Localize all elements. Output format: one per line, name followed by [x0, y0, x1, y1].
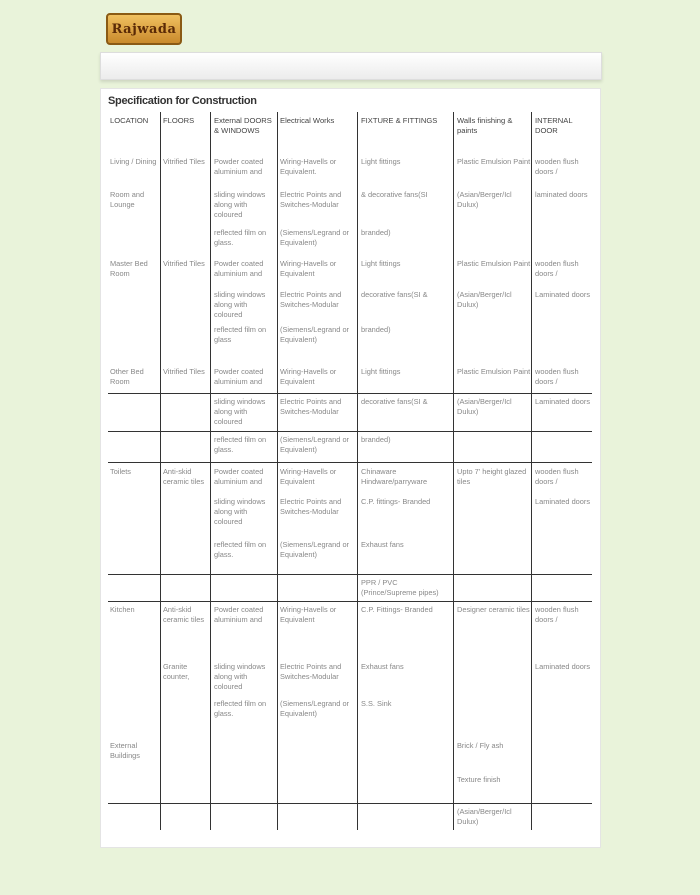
page-title: Specification for Construction	[108, 95, 257, 107]
cell-toilets-location: Toilets	[110, 467, 131, 476]
cell-toilets-internal-door: wooden flush doors /	[535, 467, 579, 487]
row-divider	[108, 803, 592, 804]
cell-other-bed-2-electrical: Electric Points and Switches-Modular	[280, 397, 342, 417]
cell-toilets-floors: Anti-skid ceramic tiles	[163, 467, 205, 487]
cell-other-bed-walls: Plastic Emulsion Paint	[457, 367, 531, 376]
cell-master-bed-2-electrical: Electric Points and Switches-Modular	[280, 290, 342, 310]
cell-toilets-walls: Upto 7' height glazed tiles	[457, 467, 527, 487]
cell-toilets-3-ext-doors-windows: reflected film on glass.	[214, 540, 267, 560]
cell-master-bed-2-ext-doors-windows: sliding windows along with coloured	[214, 290, 266, 320]
column-divider	[531, 112, 532, 830]
cell-living-cont-ext-doors-windows: reflected film on glass.	[214, 228, 267, 248]
cell-kitchen-walls: Designer ceramic tiles	[457, 605, 530, 614]
header-internal-door: INTERNAL DOOR	[535, 116, 573, 136]
cell-master-bed-3-ext-doors-windows: reflected film on glass	[214, 325, 267, 345]
column-divider	[160, 112, 161, 830]
cell-external-buildings-location: External Buildings	[110, 741, 140, 761]
cell-other-bed-2-walls: (Asian/Berger/Icl Dulux)	[457, 397, 512, 417]
rajwada-logo[interactable]	[106, 13, 182, 45]
cell-master-bed-fixtures: Light fittings	[361, 259, 401, 268]
cell-toilets-4-fixtures: PPR / PVC (Prince/Supreme pipes)	[361, 578, 439, 598]
column-divider	[453, 112, 454, 830]
cell-kitchen-2-floors: Granite counter,	[163, 662, 190, 682]
cell-room-lounge-ext-doors-windows: sliding windows along with coloured	[214, 190, 266, 220]
row-divider	[108, 462, 592, 463]
cell-kitchen-3-fixtures: S.S. Sink	[361, 699, 392, 708]
cell-kitchen-3-electrical: (Siemens/Legrand or Equivalent)	[280, 699, 350, 719]
logo-text: Rajwada	[111, 21, 177, 37]
cell-master-bed-walls: Plastic Emulsion Paint	[457, 259, 531, 268]
cell-external-3-walls: (Asian/Berger/Icl Dulux)	[457, 807, 512, 827]
cell-other-bed-fixtures: Light fittings	[361, 367, 401, 376]
cell-kitchen-ext-doors-windows: Powder coated aluminium and	[214, 605, 264, 625]
header-ext-doors-windows: External DOORS & WINDOWS	[214, 116, 272, 136]
cell-kitchen-2-ext-doors-windows: sliding windows along with coloured	[214, 662, 266, 692]
header-walls: Walls finishing & paints	[457, 116, 513, 136]
row-divider	[108, 431, 592, 432]
cell-external-buildings-walls: Brick / Fly ash	[457, 741, 504, 750]
cell-other-bed-2-internal-door: Laminated doors	[535, 397, 591, 406]
cell-toilets-ext-doors-windows: Powder coated aluminium and	[214, 467, 264, 487]
cell-master-bed-3-electrical: (Siemens/Legrand or Equivalent)	[280, 325, 350, 345]
column-divider	[277, 112, 278, 830]
cell-living-cont-fixtures: branded)	[361, 228, 391, 237]
cell-master-bed-3-fixtures: branded)	[361, 325, 391, 334]
cell-living-dining-electrical: Wiring-Havells or Equivalent.	[280, 157, 337, 177]
cell-kitchen-location: Kitchen	[110, 605, 135, 614]
cell-living-dining-internal-door: wooden flush doors /	[535, 157, 579, 177]
cell-other-bed-2-ext-doors-windows: sliding windows along with coloured	[214, 397, 266, 427]
cell-kitchen-2-internal-door: Laminated doors	[535, 662, 591, 671]
cell-living-dining-fixtures: Light fittings	[361, 157, 401, 166]
cell-living-dining-location: Living / Dining	[110, 157, 157, 166]
cell-kitchen-fixtures: C.P. Fittings- Branded	[361, 605, 433, 614]
nav-bar	[100, 52, 602, 80]
cell-kitchen-internal-door: wooden flush doors /	[535, 605, 579, 625]
cell-room-lounge-walls: (Asian/Berger/Icl Dulux)	[457, 190, 512, 210]
header-location: LOCATION	[110, 116, 149, 125]
cell-room-lounge-location: Room and Lounge	[110, 190, 145, 210]
cell-master-bed-2-internal-door: Laminated doors	[535, 290, 591, 299]
cell-living-dining-floors: Vitrified Tiles	[163, 157, 205, 166]
cell-kitchen-2-electrical: Electric Points and Switches-Modular	[280, 662, 342, 682]
header-electrical: Electrical Works	[280, 116, 335, 125]
column-divider	[210, 112, 211, 830]
cell-kitchen-floors: Anti-skid ceramic tiles	[163, 605, 205, 625]
cell-kitchen-2-fixtures: Exhaust fans	[361, 662, 404, 671]
cell-other-bed-3-fixtures: branded)	[361, 435, 391, 444]
cell-master-bed-electrical: Wiring-Havells or Equivalent	[280, 259, 337, 279]
cell-other-bed-ext-doors-windows: Powder coated aluminium and	[214, 367, 264, 387]
cell-kitchen-electrical: Wiring-Havells or Equivalent	[280, 605, 337, 625]
cell-other-bed-internal-door: wooden flush doors /	[535, 367, 579, 387]
cell-toilets-3-fixtures: Exhaust fans	[361, 540, 404, 549]
cell-other-bed-3-electrical: (Siemens/Legrand or Equivalent)	[280, 435, 350, 455]
cell-master-bed-floors: Vitrified Tiles	[163, 259, 205, 268]
cell-toilets-electrical: Wiring-Havells or Equivalent	[280, 467, 337, 487]
cell-master-bed-2-walls: (Asian/Berger/Icl Dulux)	[457, 290, 512, 310]
cell-toilets-2-ext-doors-windows: sliding windows along with coloured	[214, 497, 266, 527]
cell-other-bed-location: Other Bed Room	[110, 367, 144, 387]
cell-master-bed-2-fixtures: decorative fans(SI &	[361, 290, 428, 299]
cell-master-bed-internal-door: wooden flush doors /	[535, 259, 579, 279]
cell-living-dining-ext-doors-windows: Powder coated aluminium and	[214, 157, 264, 177]
cell-external-2-walls: Texture finish	[457, 775, 501, 784]
cell-toilets-2-fixtures: C.P. fittings- Branded	[361, 497, 431, 506]
cell-other-bed-2-fixtures: decorative fans(SI &	[361, 397, 428, 406]
cell-toilets-fixtures: Chinaware Hindware/parryware	[361, 467, 428, 487]
header-fixtures: FIXTURE & FITTINGS	[361, 116, 438, 125]
cell-room-lounge-internal-door: laminated doors	[535, 190, 588, 199]
column-divider	[357, 112, 358, 830]
header-floors: FLOORS	[163, 116, 195, 125]
cell-living-dining-walls: Plastic Emulsion Paint	[457, 157, 531, 166]
row-divider	[108, 574, 592, 575]
row-divider	[108, 393, 592, 394]
cell-toilets-3-electrical: (Siemens/Legrand or Equivalent)	[280, 540, 350, 560]
cell-other-bed-3-ext-doors-windows: reflected film on glass.	[214, 435, 267, 455]
cell-room-lounge-electrical: Electric Points and Switches-Modular	[280, 190, 342, 210]
cell-living-cont-electrical: (Siemens/Legrand or Equivalent)	[280, 228, 350, 248]
row-divider	[108, 601, 592, 602]
cell-master-bed-ext-doors-windows: Powder coated aluminium and	[214, 259, 264, 279]
cell-toilets-2-electrical: Electric Points and Switches-Modular	[280, 497, 342, 517]
cell-toilets-2-internal-door: Laminated doors	[535, 497, 591, 506]
cell-other-bed-electrical: Wiring-Havells or Equivalent	[280, 367, 337, 387]
cell-room-lounge-fixtures: & decorative fans(SI	[361, 190, 428, 199]
cell-other-bed-floors: Vitrified Tiles	[163, 367, 205, 376]
cell-kitchen-3-ext-doors-windows: reflected film on glass.	[214, 699, 267, 719]
cell-master-bed-location: Master Bed Room	[110, 259, 148, 279]
